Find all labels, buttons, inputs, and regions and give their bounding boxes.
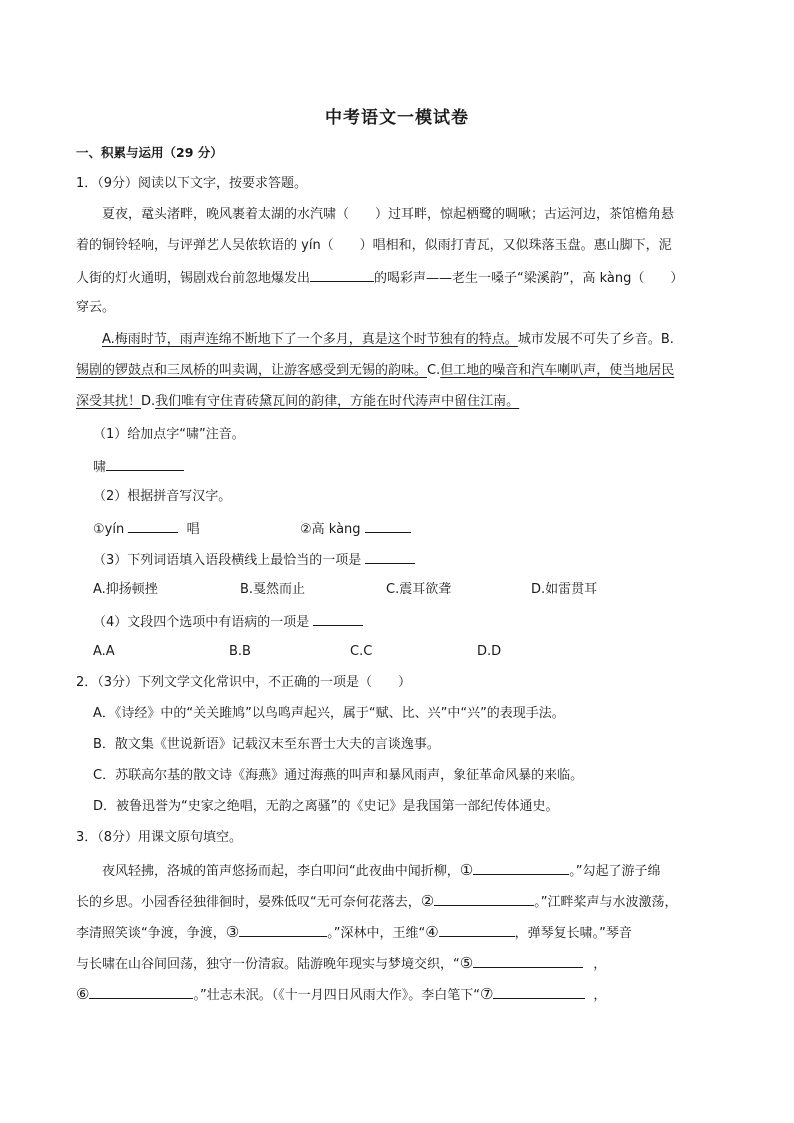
question-2-heading: 2．（3分）下列文学文化常识中，不正确的一项是（ ） [76,675,412,690]
q3-line-5: ⑥ 。”壮志未泯。（《十一月四日风雨大作》。李白笔下“⑦ ， [76,985,607,1003]
q1-para-line-3: 人街的灯火通明，锡剧戏台前忽地爆发出 的喝彩声——老生一嗓子“梁溪韵”，高 kàng（ ） [76,267,683,289]
q1-sub-3: （3）下列词语填入语段横线上最恰当的一项是 [93,549,415,571]
question-1-heading: 1．（9分）阅读以下文字，按要求答题。 [76,176,308,191]
answer-blank[interactable] [128,518,178,533]
question-3-heading: 3．（8分）用课文原句填空。 [76,830,243,845]
q3-line-4: 与长啸在山谷间回荡，独守一份清寂。陆游晚年现实与梦境交织，“⑤ ， [76,954,607,972]
answer-blank[interactable] [365,518,411,533]
answer-blank[interactable] [313,611,363,626]
q1-sub-2-a: ①yín 唱 [93,518,200,540]
q1-sub-4-option-a[interactable]: A.A [93,644,115,659]
fill-blank[interactable] [310,267,374,282]
q3-line-1: 夜风轻拂，洛城的笛声悠扬而起，李白叩问“此夜曲中闻折柳，① 。”勾起了游子绵 [102,861,661,879]
q1-sub-1-answer: 啸 [93,456,184,478]
q1-sub-2: （2）根据拼音写汉字。 [93,489,232,504]
q1-para-line-1: 夏夜，鼋头渚畔，晚风裹着太湖的水汽啸（ ）过耳畔，惊起栖鹭的啁啾；古运河边，茶馆檐角悬 [102,207,675,222]
q1-sub-3-option-b[interactable]: B.戛然而止 [240,582,306,597]
q1-sub-4-option-c[interactable]: C.C [350,644,373,659]
fill-blank-3[interactable] [239,922,327,937]
page-title: 中考语文一模试卷 [325,108,469,128]
q1-sub-3-option-a[interactable]: A.抑扬顿挫 [93,582,158,597]
fill-blank-5[interactable] [473,953,583,968]
q2-option-c[interactable]: C．苏联高尔基的散文诗《海燕》通过海燕的叫声和暴风雨声，象征革命风暴的来临。 [93,768,584,783]
q1-para-line-2: 着的铜铃轻响，与评弹艺人吴侬软语的 yín（ ）唱相和，似雨打青瓦，又似珠落玉盘。惠山脚下，泥 [76,238,672,253]
fill-blank-1[interactable] [473,860,569,875]
fill-blank-6[interactable] [89,984,193,999]
section-heading: 一、积累与运用（29 分） [76,145,223,160]
q1-sub-3-option-d[interactable]: D.如雷贯耳 [531,582,598,597]
q1-para2-line-2: 锡剧的锣鼓点和三凤桥的叫卖调，让游客感受到无锡的韵味。C.但工地的噪音和汽车喇叭声，使当地居民 [76,363,675,378]
q1-sub-4: （4）文段四个选项中有语病的一项是 [93,611,363,633]
q2-option-d[interactable]: D．被鲁迅誉为“史家之绝唱，无韵之离骚”的《史记》是我国第一部纪传体通史。 [93,799,559,814]
q2-option-b[interactable]: B．散文集《世说新语》记载汉末至东晋士大夫的言谈逸事。 [93,737,440,752]
q1-sub-4-option-d[interactable]: D.D [477,644,502,659]
q1-sub-4-option-b[interactable]: B.B [229,644,251,659]
q3-line-3: 李清照笑谈“争渡，争渡，③ 。”深林中，王维“④ ，弹琴复长啸。”琴音 [76,923,632,941]
q1-para-line-4: 穿云。 [76,300,116,315]
answer-blank[interactable] [365,549,415,564]
q1-sub-1: （1）给加点字“啸”注音。 [93,427,245,442]
q1-para2-line-1: A.梅雨时节，雨声连绵不断地下了一个多月，真是这个时节独有的特点。城市发展不可失了乡音。B. [102,332,674,347]
fill-blank-2[interactable] [434,891,534,906]
fill-blank-4[interactable] [439,922,515,937]
fill-blank-7[interactable] [493,984,585,999]
q1-para2-line-3: 深受其扰！D.我们唯有守住青砖黛瓦间的韵律，方能在时代涛声中留住江南。 [76,394,520,409]
q1-sub-3-option-c[interactable]: C.震耳欲聋 [386,582,452,597]
answer-blank[interactable] [106,456,184,471]
q3-line-2: 长的乡思。小园香径独徘徊时，晏殊低叹“无可奈何花落去，② 。”江畔桨声与水波激荡， [76,892,678,910]
q2-option-a[interactable]: A．《诗经》中的“关关雎鸠”以鸟鸣声起兴，属于“赋、比、兴”中“兴”的表现手法。 [93,706,565,721]
q1-sub-2-b: ②高 kàng [300,518,411,540]
